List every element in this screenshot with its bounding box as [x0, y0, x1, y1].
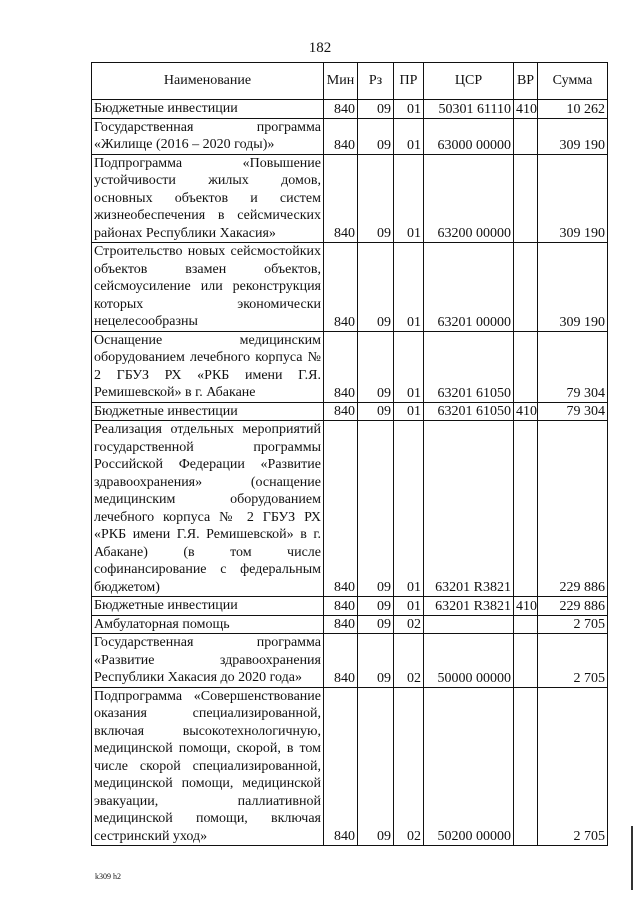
table-row	[92, 634, 608, 688]
row-rz: 09	[358, 154, 394, 243]
table-row	[92, 243, 608, 332]
row-min: 840	[324, 100, 358, 119]
row-vr	[514, 687, 538, 846]
row-rz: 09	[358, 597, 394, 616]
row-sum: 10 262	[538, 100, 608, 119]
row-rz: 09	[358, 687, 394, 846]
row-name: Бюджетные инвестиции	[92, 402, 324, 421]
header-csr: ЦСР	[424, 63, 514, 100]
row-csr: 63201 R3821	[424, 421, 514, 597]
header-rz: Рз	[358, 63, 394, 100]
row-csr: 63201 R3821	[424, 597, 514, 616]
table-row	[92, 597, 608, 616]
scan-edge-mark	[631, 826, 633, 890]
row-sum: 309 190	[538, 118, 608, 154]
row-vr	[514, 118, 538, 154]
row-sum: 229 886	[538, 421, 608, 597]
row-rz: 09	[358, 100, 394, 119]
row-rz: 09	[358, 421, 394, 597]
row-csr: 63201 61050	[424, 402, 514, 421]
footer-code: k309 h2	[95, 872, 121, 881]
table-row	[92, 402, 608, 421]
row-name: Подпрограмма «Повышение устойчивости жилых домов, основных объектов и систем жизнеобеспечения в сейсмических районах Республики Хакасия»	[92, 154, 324, 243]
row-sum: 2 705	[538, 687, 608, 846]
row-pr: 01	[394, 402, 424, 421]
table-row	[92, 118, 608, 154]
table-row	[92, 687, 608, 846]
row-sum: 2 705	[538, 634, 608, 688]
budget-table	[91, 62, 608, 846]
row-min: 840	[324, 615, 358, 634]
row-rz: 09	[358, 118, 394, 154]
row-csr: 63000 00000	[424, 118, 514, 154]
header-pr: ПР	[394, 63, 424, 100]
page-number: 182	[308, 40, 332, 56]
row-vr: 410	[514, 402, 538, 421]
row-vr	[514, 634, 538, 688]
row-pr: 01	[394, 331, 424, 402]
row-pr: 01	[394, 243, 424, 332]
row-min: 840	[324, 634, 358, 688]
row-vr: 410	[514, 597, 538, 616]
row-pr: 01	[394, 118, 424, 154]
table-header-row	[92, 63, 608, 100]
table-row	[92, 100, 608, 119]
row-vr	[514, 331, 538, 402]
row-min: 840	[324, 243, 358, 332]
row-rz: 09	[358, 615, 394, 634]
row-rz: 09	[358, 243, 394, 332]
row-min: 840	[324, 402, 358, 421]
row-name: Государственная программа «Жилище (2016 – 2020 годы)»	[92, 118, 324, 154]
row-csr	[424, 615, 514, 634]
row-min: 840	[324, 687, 358, 846]
header-vr: ВР	[514, 63, 538, 100]
row-sum: 229 886	[538, 597, 608, 616]
row-min: 840	[324, 154, 358, 243]
row-name: Подпрограмма «Совершенствование оказания специализированной, включая высокотехнологичную, медицинской помощи, скорой, в том числе скорой специализированной, медицинской помощи, медицинской эвакуации, паллиативной медицинской помощи, включая сестринский уход»	[92, 687, 324, 846]
table-row	[92, 331, 608, 402]
row-name: Реализация отдельных мероприятий государственной программы Российской Федерации «Развитие здравоохранения» (оснащение медицинским оборудованием лечебного корпуса № 2 ГБУЗ РХ «РКБ имени Г.Я. Ремишевской» в г. Абакане) (в том числе софинансирование с федеральным бюджетом)	[92, 421, 324, 597]
row-sum: 309 190	[538, 243, 608, 332]
row-pr: 02	[394, 615, 424, 634]
row-name: Бюджетные инвестиции	[92, 597, 324, 616]
row-pr: 01	[394, 597, 424, 616]
row-min: 840	[324, 118, 358, 154]
row-rz: 09	[358, 402, 394, 421]
row-csr: 50200 00000	[424, 687, 514, 846]
table-row	[92, 615, 608, 634]
row-pr: 01	[394, 421, 424, 597]
row-csr: 50000 00000	[424, 634, 514, 688]
row-sum: 79 304	[538, 402, 608, 421]
row-name: Амбулаторная помощь	[92, 615, 324, 634]
row-pr: 02	[394, 634, 424, 688]
header-name: Наименование	[92, 63, 324, 100]
row-csr: 63201 61050	[424, 331, 514, 402]
table-row	[92, 421, 608, 597]
row-vr: 410	[514, 100, 538, 119]
table-row	[92, 154, 608, 243]
row-pr: 01	[394, 100, 424, 119]
header-min: Мин	[324, 63, 358, 100]
row-csr: 63201 00000	[424, 243, 514, 332]
row-min: 840	[324, 421, 358, 597]
row-rz: 09	[358, 634, 394, 688]
row-pr: 02	[394, 687, 424, 846]
row-sum: 2 705	[538, 615, 608, 634]
row-csr: 50301 61110	[424, 100, 514, 119]
row-sum: 79 304	[538, 331, 608, 402]
row-csr: 63200 00000	[424, 154, 514, 243]
header-sum: Сумма	[538, 63, 608, 100]
row-min: 840	[324, 597, 358, 616]
row-vr	[514, 615, 538, 634]
row-pr: 01	[394, 154, 424, 243]
row-sum: 309 190	[538, 154, 608, 243]
row-vr	[514, 421, 538, 597]
row-vr	[514, 243, 538, 332]
row-vr	[514, 154, 538, 243]
row-min: 840	[324, 331, 358, 402]
row-name: Оснащение медицинским оборудованием лечебного корпуса № 2 ГБУЗ РХ «РКБ имени Г.Я. Ремишевской» в г. Абакане	[92, 331, 324, 402]
row-name: Строительство новых сейсмостойких объектов взамен объектов, сейсмоусиление или реконструкция которых экономически нецелесообразны	[92, 243, 324, 332]
row-name: Государственная программа «Развитие здравоохранения Республики Хакасия до 2020 года»	[92, 634, 324, 688]
row-name: Бюджетные инвестиции	[92, 100, 324, 119]
row-rz: 09	[358, 331, 394, 402]
